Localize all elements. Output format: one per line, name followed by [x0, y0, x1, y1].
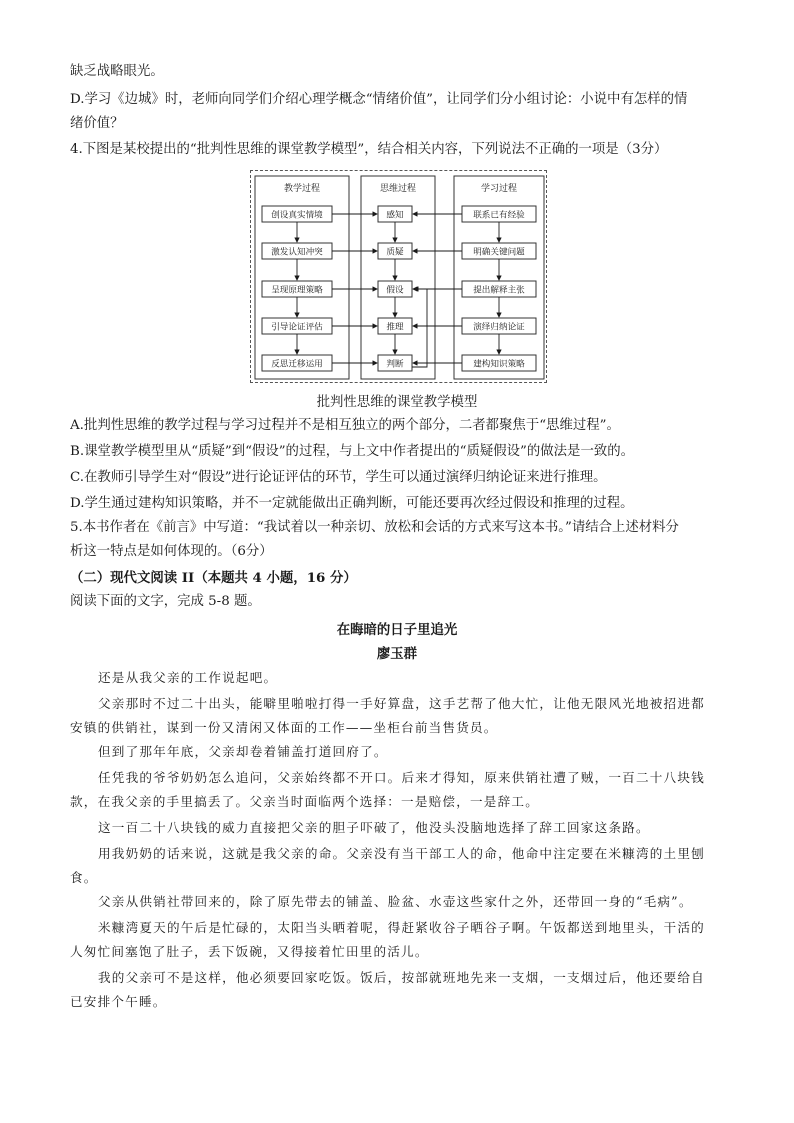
story-line-4: 但到了那年年底，父亲却卷着铺盖打道回府了。	[98, 744, 388, 759]
option-d: D.学生通过建构知识策略，并不一定就能做出正确判断，可能还要再次经过假设和推理的过程。	[70, 496, 634, 511]
teaching-node-5	[262, 355, 332, 371]
teaching-node-2	[262, 243, 332, 259]
thinking-node-1	[378, 206, 412, 222]
question-4-stem: 4.下图是某校提出的“批判性思维的课堂教学模型”，结合相关内容，下列说法不正确的一项是（3分）	[70, 142, 668, 157]
story-line-7: 这一百二十八块钱的威力直接把父亲的胆子吓破了，他没头没脑地选择了辞工回家这条路。	[98, 820, 650, 835]
svg-text:判断: 判断	[386, 359, 404, 370]
learning-node-1	[462, 206, 536, 222]
svg-text:感知: 感知	[386, 210, 404, 221]
column-title-teaching: 教学过程	[283, 184, 321, 194]
thinking-node-5	[378, 355, 412, 371]
learning-node-4	[462, 318, 536, 334]
story-line-11: 米糠湾夏天的午后是忙碌的，太阳当头晒着呢，得赶紧收谷子晒谷子啊。午饭都送到地里头，干活的	[98, 920, 705, 935]
teaching-node-3	[262, 281, 332, 297]
story-line-10: 父亲从供销社带回来的，除了原先带去的铺盖、脸盆、水壶这些家什之外，还带回一身的“毛病”。	[98, 894, 693, 909]
option-b: B.课堂教学模型里从“质疑”到“假设”的过程，与上文中作者提出的“质疑假设”的做法是一致的。	[70, 444, 635, 459]
svg-text:引导论证评估: 引导论证评估	[271, 322, 323, 333]
column-title-learning: 学习过程	[480, 184, 518, 194]
option-a: A.批判性思维的教学过程与学习过程并不是相互独立的两个部分，二者都聚焦于“思维过程”。	[70, 418, 620, 433]
story-line-5: 任凭我的爷爷奶奶怎么追问，父亲始终都不开口。后来才得知，原来供销社遭了贼，一百二十八块钱	[98, 770, 705, 785]
story-title: 在晦暗的日子里追光	[336, 622, 458, 638]
text-line: 缺乏战略眼光。	[70, 64, 164, 79]
svg-text:演绎归纳论证: 演绎归纳论证	[473, 322, 525, 333]
teaching-to-thinking-arrows	[332, 214, 377, 363]
svg-text:推理: 推理	[386, 322, 404, 333]
learning-node-5	[462, 355, 536, 371]
svg-text:质疑: 质疑	[386, 247, 404, 258]
option-d-line-2: 绪价值？	[70, 116, 124, 131]
learning-node-3	[462, 281, 536, 297]
svg-text:创设真实情境: 创设真实情境	[271, 210, 323, 221]
section-heading: （二）现代文阅读 II（本题共 4 小题，16 分）	[70, 570, 357, 586]
teaching-node-4	[262, 318, 332, 334]
svg-text:假设: 假设	[386, 285, 404, 296]
option-d-line-1: D.学习《边城》时，老师向同学们介绍心理学概念“情绪价值”，让同学们分小组讨论：小说中有怎样的情	[70, 92, 688, 107]
learning-node-2	[462, 243, 536, 259]
svg-text:建构知识策略: 建构知识策略	[473, 359, 525, 370]
teaching-node-1	[262, 206, 332, 222]
thinking-node-2	[378, 243, 412, 259]
story-line-1: 还是从我父亲的工作说起吧。	[98, 670, 278, 685]
svg-text:反思迁移运用: 反思迁移运用	[271, 359, 323, 370]
thinking-node-4	[378, 318, 412, 334]
svg-text:呈现原理策略: 呈现原理策略	[271, 285, 323, 296]
story-line-8: 用我奶奶的话来说，这就是我父亲的命。父亲没有当干部工人的命，他命中注定要在米糠湾的土里刨	[98, 846, 705, 861]
story-line-9: 食。	[70, 870, 98, 885]
feedback-loop-arrow	[412, 289, 427, 367]
diagram-svg	[251, 171, 548, 384]
story-line-2: 父亲那时不过二十出头，能噼里啪啦打得一手好算盘，这手艺帮了他大忙，让他无限风光地被招进都	[98, 696, 705, 711]
svg-text:联系已有经验: 联系已有经验	[473, 210, 525, 221]
story-line-12: 人匆忙间塞饱了肚子，丢下饭碗，又得接着忙田里的活儿。	[70, 944, 429, 959]
teaching-model-diagram	[250, 170, 547, 383]
svg-text:提出解释主张: 提出解释主张	[473, 285, 525, 296]
question-5-line-2: 析这一特点是如何体现的。（6分）	[70, 544, 273, 559]
section-instruction: 阅读下面的文字，完成 5-8 题。	[70, 594, 261, 609]
thinking-node-3	[378, 281, 412, 297]
option-c: C.在教师引导学生对“假设”进行论证评估的环节，学生可以通过演绎归纳论证来进行推理。	[70, 470, 607, 485]
story-author: 廖玉群	[376, 646, 418, 662]
story-line-3: 安镇的供销社，谋到一份又清闲又体面的工作——坐柜台前当售货员。	[70, 720, 498, 735]
svg-text:明确关键问题: 明确关键问题	[473, 247, 525, 258]
story-line-6: 款，在我父亲的手里搞丢了。父亲当时面临两个选择：一是赔偿，一是辞工。	[70, 794, 539, 809]
question-5-line-1: 5.本书作者在《前言》中写道：“我试着以一种亲切、放松和会话的方式来写这本书。”请结合上述材料分	[70, 520, 679, 535]
learning-to-thinking-arrows	[413, 214, 462, 363]
story-line-13: 我的父亲可不是这样，他必须要回家吃饭。饭后，按部就班地先来一支烟，一支烟过后，他还要给自	[98, 970, 705, 985]
diagram-caption: 批判性思维的课堂教学模型	[316, 395, 478, 410]
svg-text:激发认知冲突: 激发认知冲突	[271, 247, 323, 258]
column-title-thinking: 思维过程	[379, 184, 417, 194]
story-line-14: 已安排个午睡。	[70, 994, 167, 1009]
